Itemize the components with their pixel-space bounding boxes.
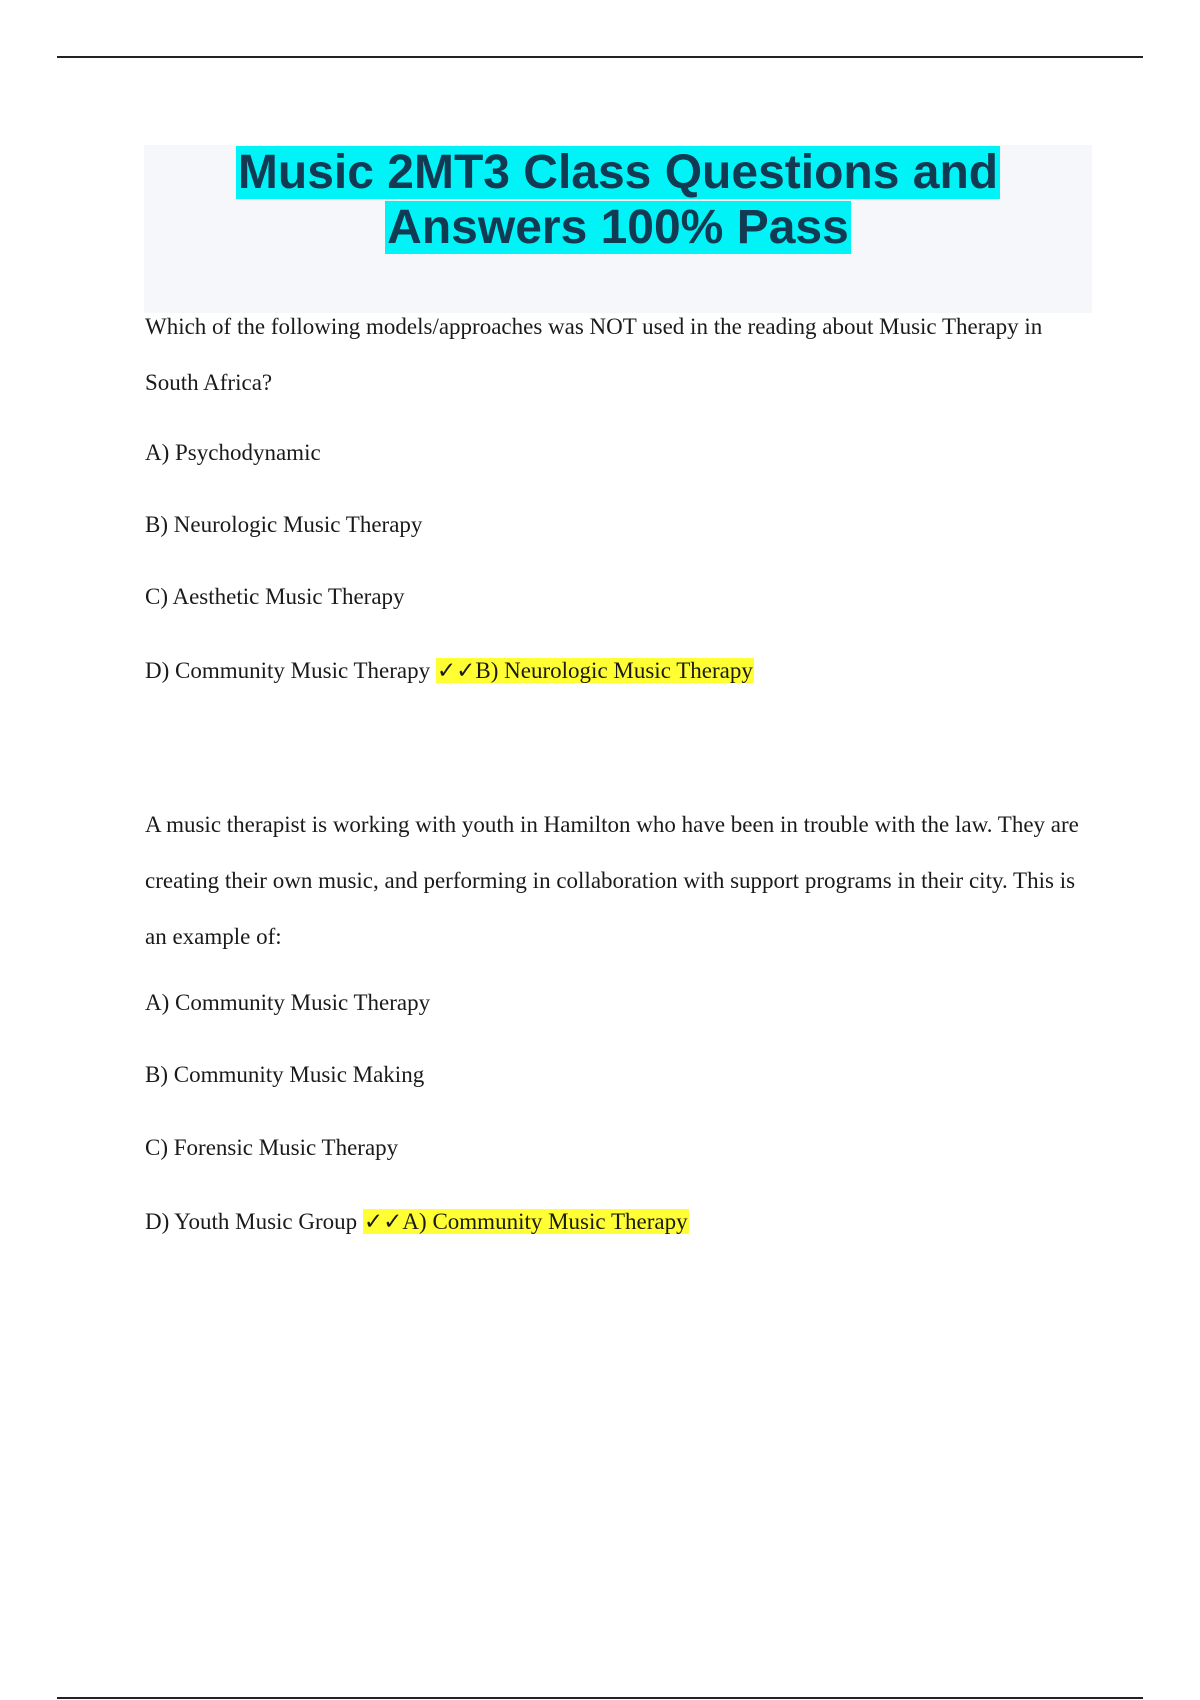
page-title [236, 145, 1000, 255]
bottom-divider [57, 1697, 1143, 1699]
question-2-option-d: D) Youth Music Group [145, 1209, 358, 1234]
question-1-text: Which of the following models/approaches was NOT used in the reading about Music Therapy in South Africa? [145, 314, 1043, 395]
question-2-text: A music therapist is working with youth in Hamilton who have been in trouble with the law. They are creating their own music, and performing in collaboration with support programs in their city. This is an example of: [145, 812, 1079, 949]
question-2-option-c: C) Forensic Music Therapy [145, 1135, 399, 1160]
question-1-option-d: D) Community Music Therapy [145, 658, 431, 683]
question-1-option-c: C) Aesthetic Music Therapy [145, 584, 405, 609]
question-2-option-b: B) Community Music Making [145, 1062, 425, 1087]
question-2-option-a: A) Community Music Therapy [145, 990, 431, 1015]
question-2-option-d-row [145, 1206, 689, 1238]
question-1-option-a: A) Psychodynamic [145, 440, 321, 465]
question-1-option-d-row [145, 655, 754, 687]
question-1-option-b: B) Neurologic Music Therapy [145, 512, 423, 537]
title-line-1: Music 2MT3 Class Questions and [237, 146, 999, 199]
title-line-2: Answers 100% Pass [387, 201, 849, 254]
top-divider [57, 56, 1143, 58]
title-banner [144, 145, 1092, 313]
question-2-answer: ✓✓A) Community Music Therapy [363, 1209, 688, 1234]
question-1-answer: ✓✓B) Neurologic Music Therapy [436, 658, 753, 683]
